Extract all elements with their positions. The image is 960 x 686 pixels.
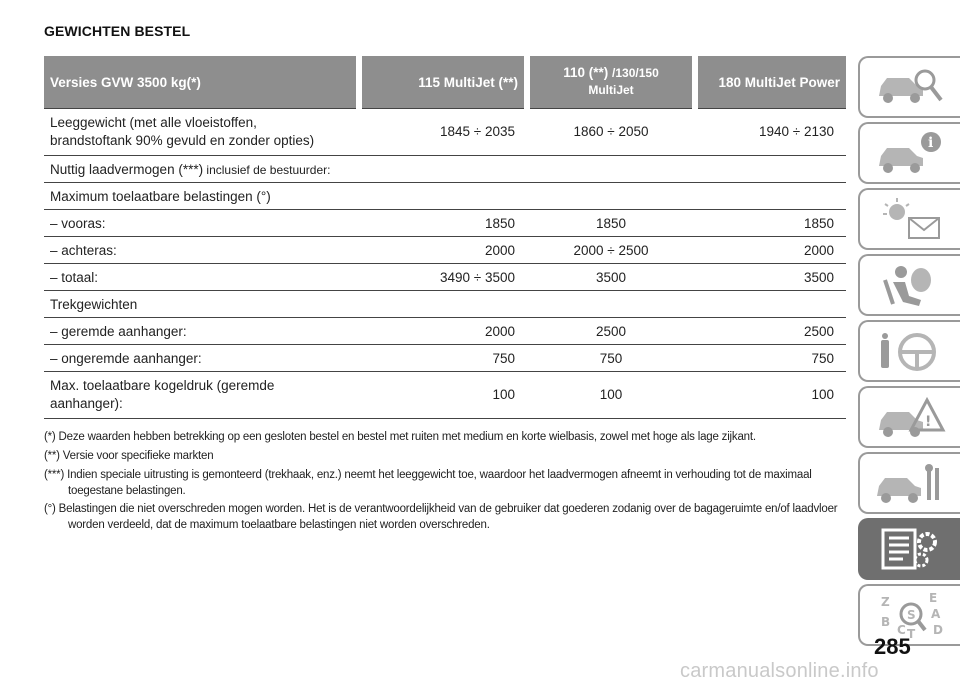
watermark: carmanualsonline.info xyxy=(680,660,879,682)
tab-safety[interactable] xyxy=(858,122,960,184)
steering-key-icon xyxy=(871,326,949,376)
page-number: 285 xyxy=(874,634,911,659)
cell-value: 750 xyxy=(695,345,846,372)
cell-value: 2500 xyxy=(695,318,846,345)
row-label: Trekgewichten xyxy=(44,291,846,318)
tab-starting-driving[interactable] xyxy=(858,320,960,382)
row-label: – vooras: xyxy=(44,210,359,237)
row-label: – geremde aanhanger: xyxy=(44,318,359,345)
table-row-kogeldruk xyxy=(44,372,846,419)
header-130-150-part: /130/150 xyxy=(612,66,659,81)
cell-value: 750 xyxy=(359,345,527,372)
header-multijet-part: MultiJet xyxy=(588,83,634,97)
svg-text:i: i xyxy=(928,135,934,151)
index-letter: B xyxy=(881,615,891,629)
row-label xyxy=(44,156,846,183)
cell-value: 1860 ÷ 2050 xyxy=(527,109,695,156)
weights-table xyxy=(44,56,846,419)
table-row-totaal xyxy=(44,264,846,291)
row-label: – totaal: xyxy=(44,264,359,291)
alphabetical-index-icon xyxy=(871,590,949,640)
row-label: – achteras: xyxy=(44,237,359,264)
table-row-ongeremd xyxy=(44,345,846,372)
table-row-leeggewicht xyxy=(44,109,846,156)
cell-value: 1850 xyxy=(695,210,846,237)
footnote: (*) Deze waarden hebben betrekking op een gesloten bestel en bestel met ruiten met medium en korte wielbasis, zowel met hoge als lage zijkant. xyxy=(44,431,756,443)
row-label-line1: Max. toelaatbare kogeldruk (geremde xyxy=(50,378,275,394)
car-breakdown-icon xyxy=(871,392,949,442)
row-label xyxy=(44,372,359,419)
cell-value: 1850 xyxy=(359,210,527,237)
row-label-note: inclusief de bestuurder: xyxy=(203,162,331,177)
row-label: Maximum toelaatbare belastingen (°) xyxy=(44,183,846,210)
table-row-max-belastingen xyxy=(44,183,846,210)
footnote: (°) Belastingen die niet overschreden mogen worden. Het is de verantwoordelijkheid van de gebruiker dat goederen zodanig over de bagageruimte en/of laadvloer worden verdeeld, dat de maximum toelaatbare belastingen niet worden overschreden. xyxy=(44,503,838,532)
footnotes xyxy=(44,430,844,537)
table-row-achteras xyxy=(44,237,846,264)
table-header-row xyxy=(44,56,846,109)
cell-value: 2000 xyxy=(359,318,527,345)
cell-value: 100 xyxy=(359,372,527,419)
index-letter: S xyxy=(907,608,916,622)
svg-text:!: ! xyxy=(925,414,932,430)
car-maintenance-icon xyxy=(871,458,949,508)
cell-value: 3490 ÷ 3500 xyxy=(359,264,527,291)
cell-value: 100 xyxy=(527,372,695,419)
table-row-nuttig xyxy=(44,156,846,183)
row-label xyxy=(44,109,359,156)
cell-value: 3500 xyxy=(527,264,695,291)
row-label-line2: brandstoftank 90% gevuld en zonder opties) xyxy=(50,133,315,148)
index-letter: A xyxy=(931,607,941,621)
index-letter: D xyxy=(933,623,943,637)
car-search-icon xyxy=(871,62,949,112)
tab-emergency[interactable] xyxy=(858,386,960,448)
footnote: (**) Versie voor specifieke markten xyxy=(44,449,214,462)
tab-knowing-vehicle[interactable] xyxy=(858,56,960,118)
cell-value: 2000 ÷ 2500 xyxy=(527,237,695,264)
table-row-geremd xyxy=(44,318,846,345)
page-title: GEWICHTEN BESTEL xyxy=(44,23,191,39)
header-110-part: 110 (**) xyxy=(563,65,609,81)
cell-value: 2000 xyxy=(695,237,846,264)
table-row-trekgewichten xyxy=(44,291,846,318)
tab-technical-data[interactable] xyxy=(858,518,960,580)
header-180-multijet-power: 180 MultiJet Power xyxy=(695,56,846,109)
tab-airbag[interactable] xyxy=(858,254,960,316)
chapter-sidebar xyxy=(858,56,960,650)
cell-value: 3500 xyxy=(695,264,846,291)
index-letter: C xyxy=(897,623,906,637)
row-label-line1: Leeggewicht (met alle vloeistoffen, xyxy=(50,115,257,131)
row-label-line2: aanhanger): xyxy=(50,396,123,411)
header-115-multijet: 115 MultiJet (**) xyxy=(359,56,527,109)
cell-value: 1850 xyxy=(527,210,695,237)
footnote: (***) Indien speciale uitrusting is gemonteerd (trekhaak, enz.) neemt het leeggewicht toe, waardoor het laadvermogen afneemt in verhouding tot de maximaal toegestane belastingen. xyxy=(44,468,812,497)
tab-warning-lights[interactable] xyxy=(858,188,960,250)
index-letter: Z xyxy=(881,595,890,609)
cell-value: 100 xyxy=(695,372,846,419)
header-110-130-150-multijet xyxy=(527,56,695,109)
cell-value: 2000 xyxy=(359,237,527,264)
row-label-main: Nuttig laadvermogen (***) xyxy=(50,161,204,177)
index-letter: T xyxy=(907,627,916,640)
table-row-vooras xyxy=(44,210,846,237)
airbag-passenger-icon xyxy=(871,260,949,310)
cell-value: 1940 ÷ 2130 xyxy=(695,109,846,156)
technical-data-icon xyxy=(871,524,949,574)
cell-value: 750 xyxy=(527,345,695,372)
header-versions: Versies GVW 3500 kg(*) xyxy=(44,56,359,109)
car-info-icon xyxy=(871,128,949,178)
row-label: – ongeremde aanhanger: xyxy=(44,345,359,372)
warning-light-icon xyxy=(871,194,949,244)
index-letter: E xyxy=(929,591,938,605)
cell-value: 2500 xyxy=(527,318,695,345)
tab-maintenance[interactable] xyxy=(858,452,960,514)
cell-value: 1845 ÷ 2035 xyxy=(359,109,527,156)
